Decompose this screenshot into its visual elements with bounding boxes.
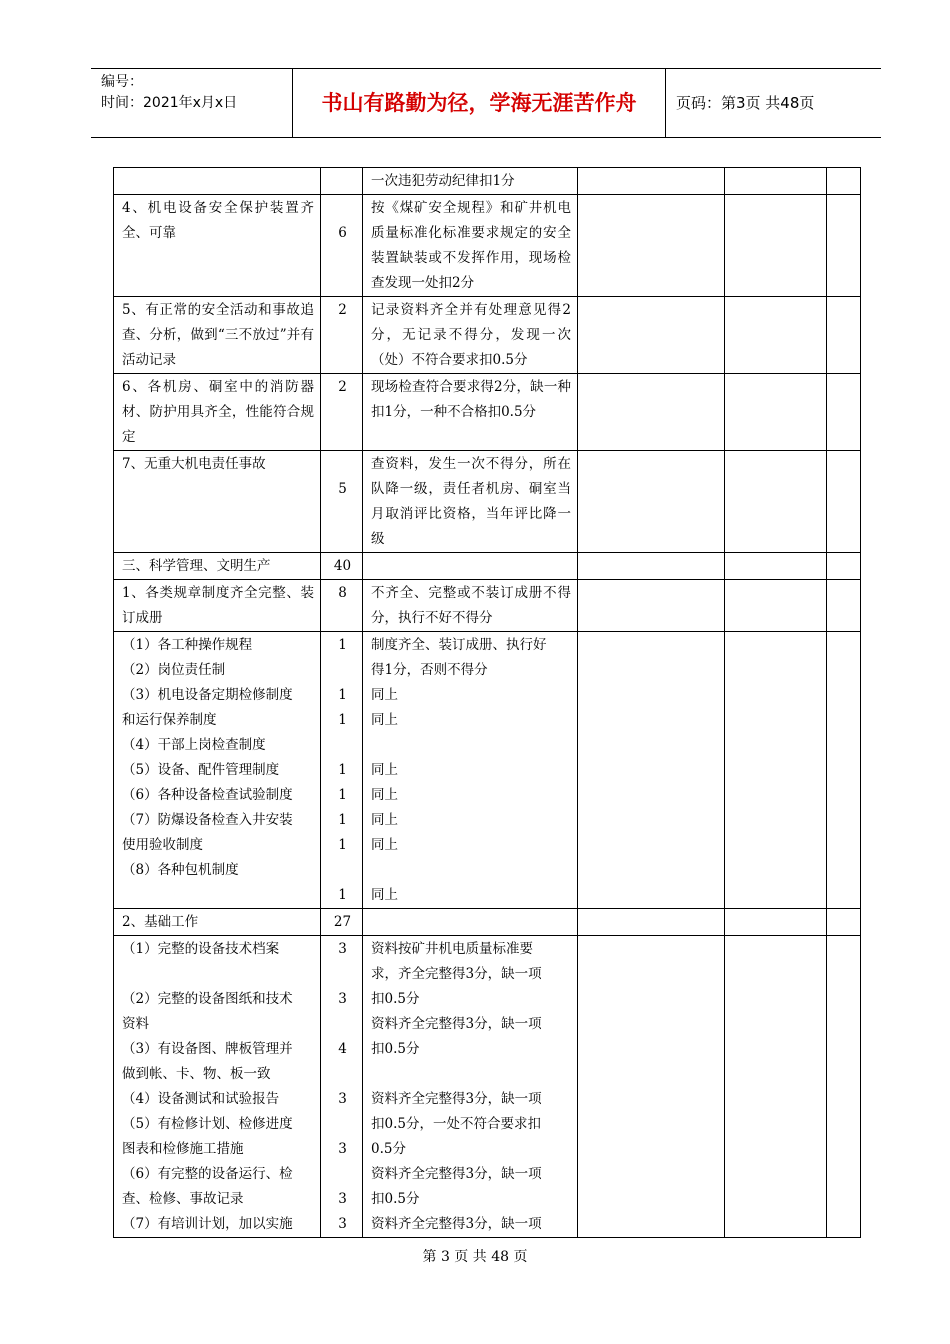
blank-cell — [578, 297, 725, 374]
score-cell: 2 — [321, 297, 363, 374]
score-line — [329, 1062, 356, 1087]
score-line: 3 — [338, 991, 347, 1007]
criteria-cell: 查资料，发生一次不得分，所在队降一级，责任者机房、硐室当月取消评比资格，当年评比降一级 — [363, 451, 578, 553]
criteria-cell — [363, 553, 578, 580]
header-motto: 书山有路勤为径，学海无涯苦作舟 — [293, 69, 666, 137]
item-line — [122, 883, 314, 908]
code-label: 编号： — [101, 74, 143, 90]
item-line: （8）各种包机制度 — [122, 862, 239, 878]
item-line: （3）机电设备定期检修制度 — [122, 687, 293, 703]
blank-cell — [725, 580, 827, 632]
score-cell: 2 — [321, 374, 363, 451]
item-cell — [114, 168, 321, 195]
score-cell — [321, 632, 363, 909]
table-row — [114, 195, 861, 297]
score-line: 1 — [338, 637, 347, 653]
blank-cell — [827, 553, 861, 580]
table-row — [114, 374, 861, 451]
criteria-line: 0.5分 — [371, 1141, 406, 1157]
score-line: 1 — [338, 837, 347, 853]
score-cell — [321, 168, 363, 195]
score-line: 1 — [338, 687, 347, 703]
criteria-line: 资料按矿井机电质量标准要 — [371, 941, 533, 957]
criteria-cell: 按《煤矿安全规程》和矿井机电质量标准化标准要求规定的安全装置缺装或不发挥作用，现场检查发现一处扣2分 — [363, 195, 578, 297]
table-row — [114, 297, 861, 374]
blank-cell — [725, 451, 827, 553]
blank-cell — [827, 909, 861, 936]
score-line: 3 — [338, 941, 347, 957]
criteria-line: 资料齐全完整得3分，缺一项 — [371, 1016, 542, 1032]
criteria-line: 制度齐全、装订成册、执行好 — [371, 637, 547, 653]
blank-cell — [725, 553, 827, 580]
score-line: 1 — [338, 787, 347, 803]
criteria-line: 同上 — [371, 812, 398, 828]
score-line: 1 — [338, 712, 347, 728]
criteria-line: 同上 — [371, 887, 398, 903]
score-cell: 27 — [321, 909, 363, 936]
blank-cell — [725, 632, 827, 909]
page-footer: 第 3 页 共 48 页 — [422, 1249, 528, 1265]
criteria-cell: 记录资料齐全并有处理意见得2分，无记录不得分，发现一次（处）不符合要求扣0.5分 — [363, 297, 578, 374]
header-meta — [91, 69, 293, 137]
item-cell: 5、有正常的安全活动和事故追查、分析，做到“三不放过”并有活动记录 — [114, 297, 321, 374]
item-cell: 2、基础工作 — [114, 909, 321, 936]
score-line: 3 — [338, 1141, 347, 1157]
score-cell: 8 — [321, 580, 363, 632]
item-line: （2）完整的设备图纸和技术 — [122, 991, 293, 1007]
blank-cell — [827, 632, 861, 909]
item-line: （4）干部上岗检查制度 — [122, 737, 266, 753]
blank-cell — [578, 553, 725, 580]
item-cell: 1、各类规章制度齐全完整、装订成册 — [114, 580, 321, 632]
blank-cell — [827, 374, 861, 451]
criteria-cell — [363, 909, 578, 936]
item-line — [122, 962, 314, 987]
blank-cell — [725, 168, 827, 195]
blank-cell — [578, 168, 725, 195]
criteria-line: 求，齐全完整得3分，缺一项 — [371, 966, 542, 982]
blank-cell — [827, 297, 861, 374]
score-line: 4 — [338, 1041, 347, 1057]
item-line: （7）防爆设备检查入井安装 — [122, 812, 293, 828]
table-row — [114, 580, 861, 632]
item-line: （4）设备测试和试验报告 — [122, 1091, 280, 1107]
table-row — [114, 553, 861, 580]
score-line — [329, 658, 356, 683]
item-line: 和运行保养制度 — [122, 712, 217, 728]
blank-cell — [578, 936, 725, 1238]
score-table — [113, 167, 861, 1238]
blank-cell — [725, 195, 827, 297]
blank-cell — [725, 936, 827, 1238]
score-cell: 5 — [321, 451, 363, 553]
item-line: （2）岗位责任制 — [122, 662, 226, 678]
criteria-line: 资料齐全完整得3分，缺一项 — [371, 1091, 542, 1107]
criteria-line: 资料齐全完整得3分，缺一项 — [371, 1166, 542, 1182]
item-cell: 7、无重大机电责任事故 — [114, 451, 321, 553]
criteria-line: 同上 — [371, 837, 398, 853]
score-line: 1 — [338, 887, 347, 903]
score-line — [329, 733, 356, 758]
blank-cell — [827, 580, 861, 632]
criteria-cell: 一次违犯劳动纪律扣1分 — [363, 168, 578, 195]
criteria-line — [371, 858, 571, 883]
item-line: （5）有检修计划、检修进度 — [122, 1116, 293, 1132]
item-line: 查、检修、事故记录 — [122, 1191, 244, 1207]
header-page-label: 页码：第3页 共48页 — [676, 94, 815, 112]
criteria-line — [371, 1062, 571, 1087]
criteria-cell — [363, 632, 578, 909]
item-line: （3）有设备图、牌板管理并 — [122, 1041, 293, 1057]
criteria-cell: 现场检查符合要求得2分，缺一种扣1分，一种不合格扣0.5分 — [363, 374, 578, 451]
item-line: （5）设备、配件管理制度 — [122, 762, 280, 778]
item-cell — [114, 936, 321, 1238]
item-line: （6）有完整的设备运行、检 — [122, 1166, 293, 1182]
criteria-line: 得1分，否则不得分 — [371, 662, 488, 678]
blank-cell — [827, 168, 861, 195]
score-cell — [321, 936, 363, 1238]
item-cell: 6、各机房、硐室中的消防器材、防护用具齐全，性能符合规定 — [114, 374, 321, 451]
criteria-line: 资料齐全完整得3分，缺一项 — [371, 1216, 542, 1232]
score-line — [329, 858, 356, 883]
score-line: 3 — [338, 1191, 347, 1207]
blank-cell — [827, 451, 861, 553]
item-line: （1）完整的设备技术档案 — [122, 941, 280, 957]
blank-cell — [725, 909, 827, 936]
time-label: 时间：2021年x月x日 — [101, 95, 238, 111]
table-row — [114, 168, 861, 195]
table-row — [114, 936, 861, 1238]
criteria-cell — [363, 936, 578, 1238]
item-cell: 4、机电设备安全保护装置齐全、可靠 — [114, 195, 321, 297]
blank-cell — [578, 580, 725, 632]
blank-cell — [725, 374, 827, 451]
item-line: （6）各种设备检查试验制度 — [122, 787, 293, 803]
score-cell: 6 — [321, 195, 363, 297]
table-row — [114, 632, 861, 909]
score-line — [329, 962, 356, 987]
page-header — [91, 68, 881, 138]
blank-cell — [578, 195, 725, 297]
criteria-line: 同上 — [371, 712, 398, 728]
criteria-cell: 不齐全、完整或不装订成册不得分，执行不好不得分 — [363, 580, 578, 632]
score-line — [329, 1162, 356, 1187]
score-line: 1 — [338, 762, 347, 778]
table-row — [114, 451, 861, 553]
criteria-line: 扣0.5分 — [371, 991, 420, 1007]
blank-cell — [578, 909, 725, 936]
blank-cell — [725, 297, 827, 374]
item-line: 图表和检修施工措施 — [122, 1141, 244, 1157]
criteria-line: 扣0.5分 — [371, 1041, 420, 1057]
criteria-line: 扣0.5分，一处不符合要求扣 — [371, 1116, 541, 1132]
criteria-line — [371, 733, 571, 758]
item-cell: 三、科学管理、文明生产 — [114, 553, 321, 580]
score-cell: 40 — [321, 553, 363, 580]
criteria-line: 扣0.5分 — [371, 1191, 420, 1207]
blank-cell — [578, 632, 725, 909]
criteria-line: 同上 — [371, 687, 398, 703]
score-line — [329, 1112, 356, 1137]
item-line: 使用验收制度 — [122, 837, 203, 853]
blank-cell — [578, 451, 725, 553]
blank-cell — [578, 374, 725, 451]
item-line: 资料 — [122, 1016, 149, 1032]
blank-cell — [827, 195, 861, 297]
item-line: 做到帐、卡、物、板一致 — [122, 1066, 271, 1082]
blank-cell — [827, 936, 861, 1238]
criteria-line: 同上 — [371, 787, 398, 803]
score-line — [329, 1012, 356, 1037]
item-line: （7）有培训计划，加以实施 — [122, 1216, 293, 1232]
score-line: 3 — [338, 1216, 347, 1232]
item-line: （1）各工种操作规程 — [122, 637, 253, 653]
score-line: 1 — [338, 812, 347, 828]
criteria-line: 同上 — [371, 762, 398, 778]
table-row — [114, 909, 861, 936]
item-cell — [114, 632, 321, 909]
score-line: 3 — [338, 1091, 347, 1107]
